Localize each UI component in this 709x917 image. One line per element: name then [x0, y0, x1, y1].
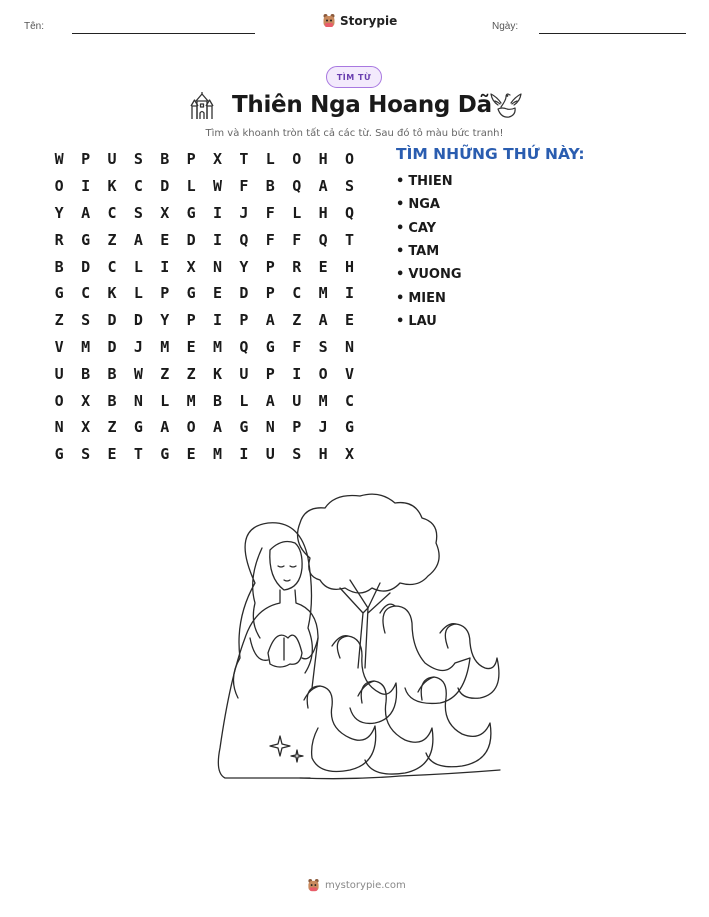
grid-row: [46, 146, 363, 173]
grid-letter[interactable]: A: [133, 230, 143, 249]
grid-letter[interactable]: L: [160, 391, 170, 410]
grid-letter[interactable]: N: [133, 391, 143, 410]
grid-letter[interactable]: F: [265, 203, 275, 222]
grid-letter[interactable]: F: [292, 230, 302, 249]
grid-letter[interactable]: C: [81, 284, 91, 303]
grid-letter[interactable]: E: [186, 337, 196, 356]
title-row: [0, 90, 709, 126]
grid-row: [46, 253, 363, 280]
grid-letter[interactable]: X: [186, 257, 196, 276]
grid-letter[interactable]: C: [107, 257, 117, 276]
grid-letter[interactable]: X: [81, 391, 91, 410]
word-list-item: [396, 217, 462, 240]
word-list-title: TÌM NHỮNG THỨ NÀY:: [396, 145, 585, 163]
grid-letter[interactable]: A: [213, 418, 223, 437]
word-text: THIEN: [408, 174, 453, 190]
grid-letter[interactable]: T: [344, 230, 354, 249]
grid-letter[interactable]: B: [81, 364, 91, 383]
girl-face: [270, 542, 302, 590]
swan: [445, 624, 499, 698]
tree-canopy: [298, 494, 440, 593]
word-list-item: [396, 263, 462, 286]
grid-letter[interactable]: W: [54, 150, 64, 169]
word-text: MIEN: [408, 290, 446, 306]
grid-letter[interactable]: Z: [107, 418, 117, 437]
footer-url: mystorypie.com: [325, 880, 406, 891]
grid-letter[interactable]: E: [160, 230, 170, 249]
grid-letter[interactable]: T: [239, 150, 249, 169]
grid-letter[interactable]: P: [186, 311, 196, 330]
grid-letter[interactable]: K: [213, 364, 223, 383]
grid-letter[interactable]: P: [265, 257, 275, 276]
grid-letter[interactable]: K: [107, 284, 117, 303]
brand-name: Storypie: [340, 14, 398, 28]
grid-letter[interactable]: A: [318, 311, 328, 330]
bullet: •: [396, 197, 405, 213]
grid-letter[interactable]: A: [160, 418, 170, 437]
grid-letter[interactable]: B: [265, 177, 275, 196]
grid-letter[interactable]: Z: [107, 230, 117, 249]
grid-letter[interactable]: P: [81, 150, 91, 169]
word-list-item: [396, 170, 462, 193]
grid-letter[interactable]: S: [81, 445, 91, 464]
castle-icon: [189, 92, 215, 120]
grid-letter[interactable]: D: [186, 230, 196, 249]
worksheet-header: [0, 0, 709, 50]
grid-letter[interactable]: P: [265, 284, 275, 303]
grid-letter[interactable]: G: [186, 203, 196, 222]
grid-letter[interactable]: C: [344, 391, 354, 410]
grid-letter[interactable]: I: [213, 311, 223, 330]
footer: [307, 878, 406, 893]
swan-icon: [489, 91, 523, 121]
grid-letter[interactable]: F: [265, 230, 275, 249]
grid-letter[interactable]: X: [81, 418, 91, 437]
grid-letter[interactable]: P: [160, 284, 170, 303]
grid-letter[interactable]: I: [239, 445, 249, 464]
girl-hair: [233, 523, 312, 698]
grid-letter[interactable]: L: [265, 150, 275, 169]
grid-letter[interactable]: G: [239, 418, 249, 437]
word-list-item: [396, 286, 462, 309]
grid-letter[interactable]: N: [344, 337, 354, 356]
grid-row: [46, 226, 363, 253]
bullet: •: [396, 313, 405, 329]
word-text: CAY: [408, 220, 437, 236]
grid-letter[interactable]: S: [292, 445, 302, 464]
grid-letter[interactable]: B: [107, 391, 117, 410]
grid-row: [46, 173, 363, 200]
grid-letter[interactable]: P: [186, 150, 196, 169]
grid-letter[interactable]: G: [160, 445, 170, 464]
grid-letter[interactable]: J: [318, 418, 328, 437]
grid-letter[interactable]: U: [265, 445, 275, 464]
bullet: •: [396, 244, 405, 260]
grid-letter[interactable]: U: [54, 364, 64, 383]
grid-letter[interactable]: M: [186, 391, 196, 410]
grid-letter[interactable]: B: [54, 257, 64, 276]
grid-letter[interactable]: M: [213, 337, 223, 356]
grid-letter[interactable]: W: [213, 177, 223, 196]
grid-letter[interactable]: O: [318, 364, 328, 383]
grid-letter[interactable]: A: [318, 177, 328, 196]
grid-letter[interactable]: W: [133, 364, 143, 383]
grid-letter[interactable]: B: [107, 364, 117, 383]
girl-dress: [218, 590, 310, 778]
grid-letter[interactable]: D: [239, 284, 249, 303]
grid-letter[interactable]: Q: [318, 230, 328, 249]
word-list-item: [396, 240, 462, 263]
grid-letter[interactable]: H: [318, 445, 328, 464]
grid-letter[interactable]: R: [292, 257, 302, 276]
grid-letter[interactable]: V: [344, 364, 354, 383]
grid-letter[interactable]: J: [133, 337, 143, 356]
grid-letter[interactable]: P: [265, 364, 275, 383]
grid-letter[interactable]: U: [239, 364, 249, 383]
grid-letter[interactable]: B: [160, 150, 170, 169]
grid-letter[interactable]: A: [265, 391, 275, 410]
grid-letter[interactable]: U: [107, 150, 117, 169]
grid-letter[interactable]: L: [133, 257, 143, 276]
name-label: Tên:: [24, 21, 45, 32]
grid-letter[interactable]: U: [292, 391, 302, 410]
grid-letter[interactable]: O: [54, 177, 64, 196]
grid-letter[interactable]: B: [213, 391, 223, 410]
grid-letter[interactable]: M: [318, 284, 328, 303]
date-line: [539, 33, 686, 34]
grid-letter[interactable]: Q: [239, 230, 249, 249]
grid-letter[interactable]: Y: [54, 203, 64, 222]
grid-row: [46, 441, 363, 468]
grid-letter[interactable]: L: [239, 391, 249, 410]
grid-letter[interactable]: L: [133, 284, 143, 303]
bullet: •: [396, 290, 405, 306]
grid-letter[interactable]: R: [54, 230, 64, 249]
grid-letter[interactable]: Q: [292, 177, 302, 196]
grid-letter[interactable]: G: [265, 337, 275, 356]
grid-letter[interactable]: L: [186, 177, 196, 196]
grid-letter[interactable]: O: [344, 150, 354, 169]
grid-letter[interactable]: E: [107, 445, 117, 464]
grid-letter[interactable]: O: [186, 418, 196, 437]
grid-letter[interactable]: I: [292, 364, 302, 383]
word-text: VUONG: [408, 267, 462, 283]
grid-letter[interactable]: D: [107, 311, 117, 330]
sparkle: [270, 736, 290, 756]
grid-letter[interactable]: S: [344, 177, 354, 196]
grid-row: [46, 200, 363, 227]
grid-letter[interactable]: I: [81, 177, 91, 196]
word-search-grid: [46, 146, 363, 468]
grid-letter[interactable]: H: [318, 203, 328, 222]
grid-letter[interactable]: D: [160, 177, 170, 196]
swan: [307, 686, 376, 772]
storypie-logo-icon: [322, 13, 336, 29]
page-title: Thiên Nga Hoang Dã: [232, 92, 492, 118]
grid-letter[interactable]: O: [54, 391, 64, 410]
bullet: •: [396, 174, 405, 190]
grid-row: [46, 360, 363, 387]
word-text: NGA: [408, 197, 440, 213]
grid-letter[interactable]: M: [81, 337, 91, 356]
grid-letter[interactable]: D: [81, 257, 91, 276]
grid-letter[interactable]: K: [107, 177, 117, 196]
grid-letter[interactable]: C: [292, 284, 302, 303]
name-line: [72, 33, 255, 34]
grid-letter[interactable]: S: [81, 311, 91, 330]
grid-letter[interactable]: C: [133, 177, 143, 196]
bullet: •: [396, 220, 405, 236]
brand: [322, 13, 397, 29]
grid-letter[interactable]: S: [133, 203, 143, 222]
grid-letter[interactable]: M: [213, 445, 223, 464]
grid-letter[interactable]: J: [239, 203, 249, 222]
grid-letter[interactable]: I: [213, 230, 223, 249]
grid-letter[interactable]: I: [160, 257, 170, 276]
grid-row: [46, 387, 363, 414]
grid-letter[interactable]: N: [213, 257, 223, 276]
grid-letter[interactable]: G: [186, 284, 196, 303]
grid-letter[interactable]: G: [81, 230, 91, 249]
grid-letter[interactable]: F: [239, 177, 249, 196]
grid-letter[interactable]: P: [292, 418, 302, 437]
grid-letter[interactable]: E: [318, 257, 328, 276]
grid-letter[interactable]: Y: [160, 311, 170, 330]
swan: [337, 636, 396, 723]
word-list-item: [396, 193, 462, 216]
word-text: TAM: [408, 244, 440, 260]
grid-letter[interactable]: D: [107, 337, 117, 356]
grid-letter[interactable]: S: [133, 150, 143, 169]
grid-letter[interactable]: G: [54, 284, 64, 303]
grid-letter[interactable]: N: [265, 418, 275, 437]
word-text: LAU: [408, 313, 437, 329]
grid-row: [46, 334, 363, 361]
bullet: •: [396, 267, 405, 283]
grid-letter[interactable]: X: [344, 445, 354, 464]
grid-row: [46, 307, 363, 334]
grid-letter[interactable]: Z: [292, 311, 302, 330]
grid-row: [46, 414, 363, 441]
grid-letter[interactable]: L: [292, 203, 302, 222]
grid-letter[interactable]: G: [133, 418, 143, 437]
grid-letter[interactable]: Q: [239, 337, 249, 356]
grid-letter[interactable]: E: [344, 311, 354, 330]
word-list: [396, 170, 462, 333]
grid-letter[interactable]: D: [133, 311, 143, 330]
grid-letter[interactable]: I: [344, 284, 354, 303]
grid-letter[interactable]: N: [54, 418, 64, 437]
grid-letter[interactable]: H: [318, 150, 328, 169]
date-label: Ngày:: [492, 21, 519, 32]
grid-letter[interactable]: O: [292, 150, 302, 169]
grid-letter[interactable]: S: [318, 337, 328, 356]
word-list-item: [396, 310, 462, 333]
grid-letter[interactable]: E: [186, 445, 196, 464]
grid-letter[interactable]: Y: [239, 257, 249, 276]
coloring-illustration: [200, 488, 510, 788]
grid-letter[interactable]: C: [107, 203, 117, 222]
grid-letter[interactable]: E: [213, 284, 223, 303]
grid-letter[interactable]: I: [213, 203, 223, 222]
swan: [421, 677, 491, 767]
grid-letter[interactable]: P: [239, 311, 249, 330]
grid-letter[interactable]: A: [265, 311, 275, 330]
tree-trunk: [340, 580, 390, 668]
grid-letter[interactable]: M: [318, 391, 328, 410]
praying-hands: [268, 635, 302, 667]
grid-letter[interactable]: Z: [160, 364, 170, 383]
grid-letter[interactable]: G: [344, 418, 354, 437]
grid-letter[interactable]: T: [133, 445, 143, 464]
instructions: Tìm và khoanh tròn tất cả các từ. Sau đó tô màu bức tranh!: [205, 128, 504, 139]
storypie-logo-icon: [307, 878, 320, 893]
grid-letter[interactable]: H: [344, 257, 354, 276]
grid-letter[interactable]: M: [160, 337, 170, 356]
grid-row: [46, 280, 363, 307]
grid-letter[interactable]: G: [54, 445, 64, 464]
sparkle: [291, 750, 303, 762]
grid-letter[interactable]: A: [81, 203, 91, 222]
grid-letter[interactable]: X: [160, 203, 170, 222]
grid-letter[interactable]: Z: [54, 311, 64, 330]
grid-letter[interactable]: X: [213, 150, 223, 169]
grid-letter[interactable]: Z: [186, 364, 196, 383]
grid-letter[interactable]: Q: [344, 203, 354, 222]
grid-letter[interactable]: F: [292, 337, 302, 356]
activity-badge: TÌM TỪ: [326, 66, 382, 88]
grid-letter[interactable]: V: [54, 337, 64, 356]
